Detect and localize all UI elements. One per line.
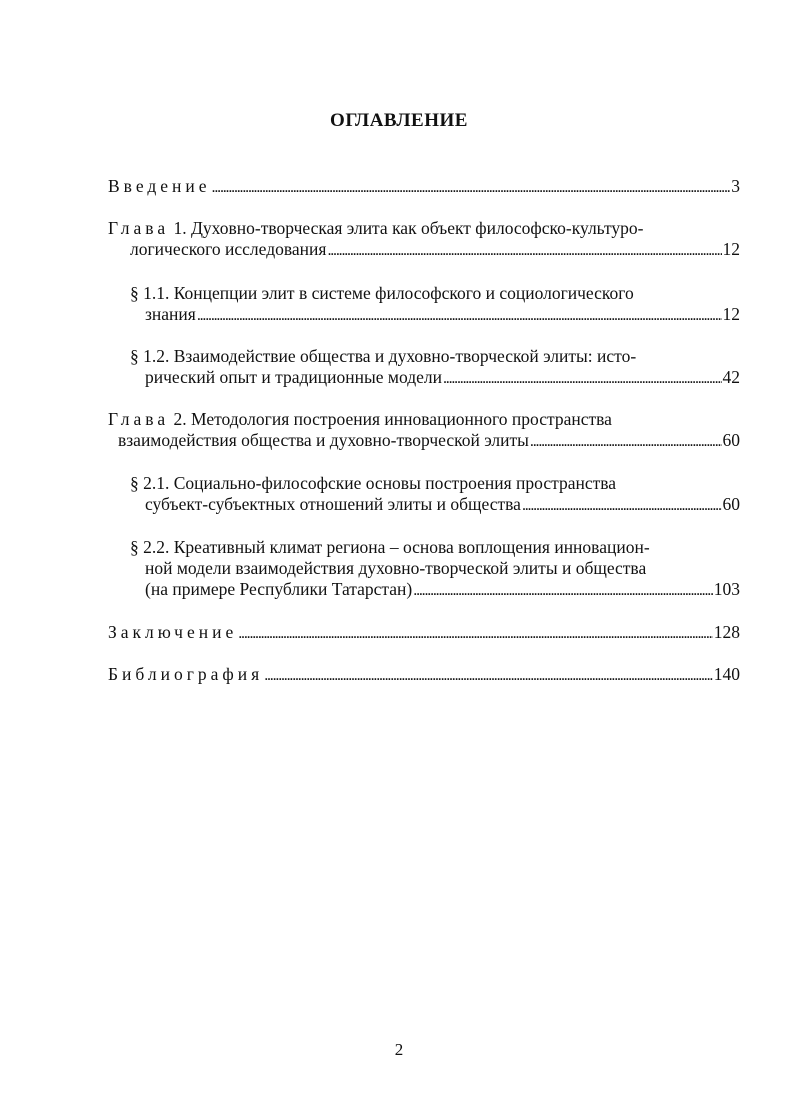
toc-conclusion-page: 128 bbox=[713, 622, 740, 642]
toc-intro-page: 3 bbox=[731, 176, 740, 196]
toc-s21-page: 60 bbox=[722, 494, 740, 514]
toc-entry-chapter-2 bbox=[108, 409, 740, 451]
toc-s11-line2: знания bbox=[145, 304, 196, 324]
toc-entry-section-2-2 bbox=[130, 537, 740, 600]
toc-entry-bibliography bbox=[108, 664, 740, 685]
toc-s21-line2: субъект-субъектных отношений элиты и общества bbox=[145, 494, 521, 514]
toc-ch2-line1: 2. Методология построения инновационного пространства bbox=[173, 409, 612, 429]
toc-ch1-line2: логического исследования bbox=[130, 239, 327, 259]
toc-s22-line1: § 2.2. Креативный климат региона – основа воплощения инновацион- bbox=[130, 537, 650, 557]
toc-entry-intro bbox=[108, 176, 740, 197]
page-number: 2 bbox=[394, 1040, 404, 1059]
toc-leader-dots bbox=[212, 180, 731, 196]
toc-intro-label: Введение bbox=[108, 176, 211, 196]
toc-ch1-page: 12 bbox=[722, 239, 740, 259]
toc-s22-line2: ной модели взаимодействия духовно-творческой элиты и общества bbox=[145, 558, 647, 578]
toc-ch1-line1: 1. Духовно-творческая элита как объект философско-культуро- bbox=[173, 218, 644, 238]
toc-s11-line1: § 1.1. Концепции элит в системе философского и социологического bbox=[130, 283, 634, 303]
toc-bibliography-page: 140 bbox=[713, 664, 740, 684]
toc-leader-dots bbox=[530, 434, 722, 450]
toc-s12-line1: § 1.2. Взаимодействие общества и духовно-творческой элиты: исто- bbox=[130, 346, 637, 366]
toc-entry-section-1-1 bbox=[130, 283, 740, 325]
toc-s12-line2: рический опыт и традиционные модели bbox=[145, 367, 442, 387]
toc-entry-chapter-1 bbox=[108, 218, 740, 260]
page-title: ОГЛАВЛЕНИЕ bbox=[330, 110, 468, 131]
toc-s22-page: 103 bbox=[713, 579, 740, 599]
toc-s12-page: 42 bbox=[722, 367, 740, 387]
toc-entry-section-1-2 bbox=[130, 346, 740, 388]
toc-s21-line1: § 2.1. Социально-философские основы построения пространства bbox=[130, 473, 617, 493]
toc-leader-dots bbox=[197, 308, 722, 324]
toc-ch2-prefix: Глава bbox=[108, 409, 170, 429]
toc-entry-conclusion bbox=[108, 622, 740, 643]
toc-entry-section-2-1 bbox=[130, 473, 740, 515]
toc-leader-dots bbox=[264, 668, 713, 684]
toc-s11-page: 12 bbox=[722, 304, 740, 324]
toc-s22-line3: (на примере Республики Татарстан) bbox=[145, 579, 413, 599]
toc-leader-dots bbox=[327, 243, 721, 259]
toc-conclusion-label: Заключение bbox=[108, 622, 238, 642]
toc-ch1-prefix: Глава bbox=[108, 218, 170, 238]
toc-leader-dots bbox=[443, 371, 722, 387]
toc-ch2-page: 60 bbox=[722, 430, 740, 450]
toc-leader-dots bbox=[413, 583, 712, 599]
toc-bibliography-label: Библиография bbox=[108, 664, 264, 684]
toc-leader-dots bbox=[522, 498, 722, 514]
toc-leader-dots bbox=[238, 626, 713, 642]
toc-ch2-line2: взаимодействия общества и духовно-творческой элиты bbox=[118, 430, 529, 450]
